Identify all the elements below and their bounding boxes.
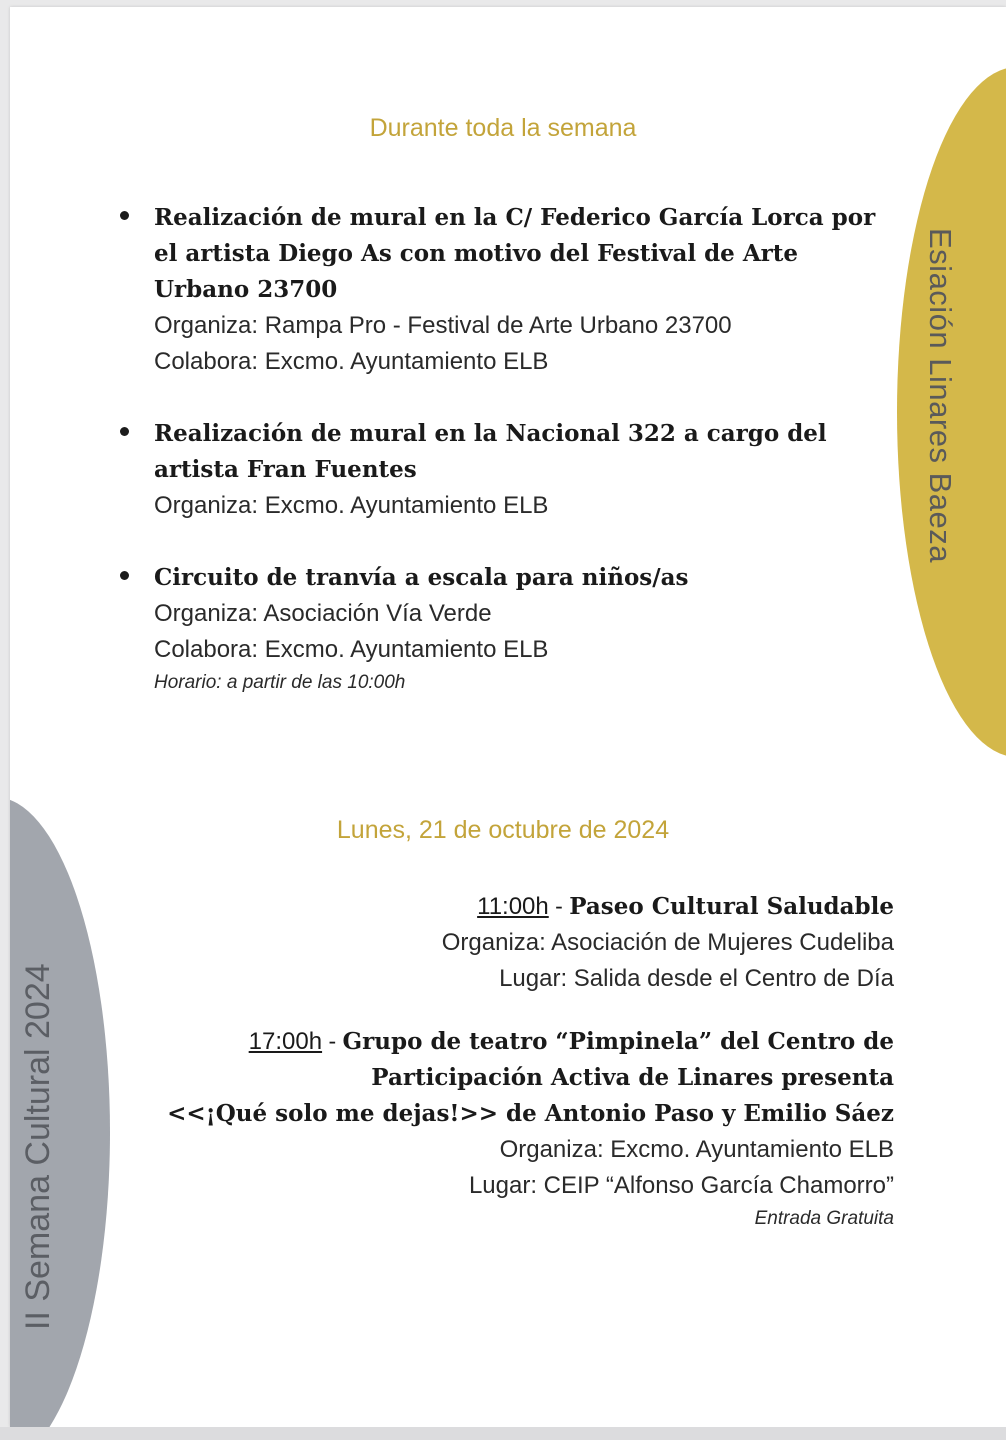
activity-title-line: artista Fran Fuentes bbox=[154, 456, 417, 483]
list-item bbox=[134, 888, 894, 997]
week-activities-list bbox=[118, 200, 898, 734]
page-bottom-edge bbox=[0, 1427, 1006, 1440]
monday-events-list bbox=[134, 888, 894, 1260]
sidebar-vertical-title-right: Esiación Linares Baeza bbox=[923, 228, 958, 563]
bullet-icon bbox=[120, 427, 129, 436]
event-heading bbox=[134, 1023, 894, 1060]
week-section-title: Durante toda la semana bbox=[369, 114, 637, 142]
event-title-line: Paseo Cultural Saludable bbox=[569, 893, 894, 920]
activity-collaborator: Colabora: Excmo. Ayuntamiento ELB bbox=[154, 636, 549, 663]
activity-title-line: Circuito de tranvía a escala para niños/as bbox=[154, 564, 689, 591]
event-organizer: Organiza: Excmo. Ayuntamiento ELB bbox=[499, 1136, 894, 1163]
list-item bbox=[118, 416, 898, 524]
monday-section-title: Lunes, 21 de octubre de 2024 bbox=[336, 816, 670, 844]
event-location: Lugar: Salida desde el Centro de Día bbox=[499, 965, 894, 992]
bullet-icon bbox=[120, 571, 129, 580]
event-separator: - bbox=[548, 893, 570, 919]
activity-organizer: Organiza: Rampa Pro - Festival de Arte Urbano 23700 bbox=[154, 312, 732, 339]
activity-title-line: Realización de mural en la C/ Federico García Lorca por bbox=[154, 204, 876, 231]
activity-title-line: Realización de mural en la Nacional 322 a cargo del bbox=[154, 420, 827, 447]
event-location: Lugar: CEIP “Alfonso García Chamorro” bbox=[468, 1172, 894, 1199]
event-admission-note: Entrada Gratuita bbox=[754, 1208, 894, 1229]
event-organizer: Organiza: Asociación de Mujeres Cudeliba bbox=[441, 929, 894, 956]
list-item bbox=[118, 200, 898, 380]
bullet-icon bbox=[120, 211, 129, 220]
activity-organizer: Organiza: Asociación Vía Verde bbox=[154, 600, 492, 627]
event-title-line: <<¡Qué solo me dejas!>> de Antonio Paso y Emilio Sáez bbox=[167, 1100, 894, 1127]
list-item bbox=[134, 1023, 894, 1234]
sidebar-vertical-title-left: II Semana Cultural 2024 bbox=[19, 963, 57, 1330]
event-heading bbox=[134, 888, 894, 925]
event-time: 11:00h bbox=[477, 893, 549, 920]
activity-schedule: Horario: a partir de las 10:00h bbox=[154, 672, 406, 693]
event-title-line: Participación Activa de Linares presenta bbox=[371, 1064, 894, 1091]
activity-collaborator: Colabora: Excmo. Ayuntamiento ELB bbox=[154, 348, 549, 375]
event-time: 17:00h bbox=[248, 1028, 323, 1055]
activity-organizer: Organiza: Excmo. Ayuntamiento ELB bbox=[154, 492, 549, 519]
event-title-line: Grupo de teatro “Pimpinela” del Centro de bbox=[342, 1028, 894, 1055]
activity-title-line: el artista Diego As con motivo del Festival de Arte bbox=[154, 240, 799, 267]
list-item bbox=[118, 560, 898, 698]
activity-title-line: Urbano 23700 bbox=[154, 276, 338, 303]
event-separator: - bbox=[322, 1028, 343, 1054]
